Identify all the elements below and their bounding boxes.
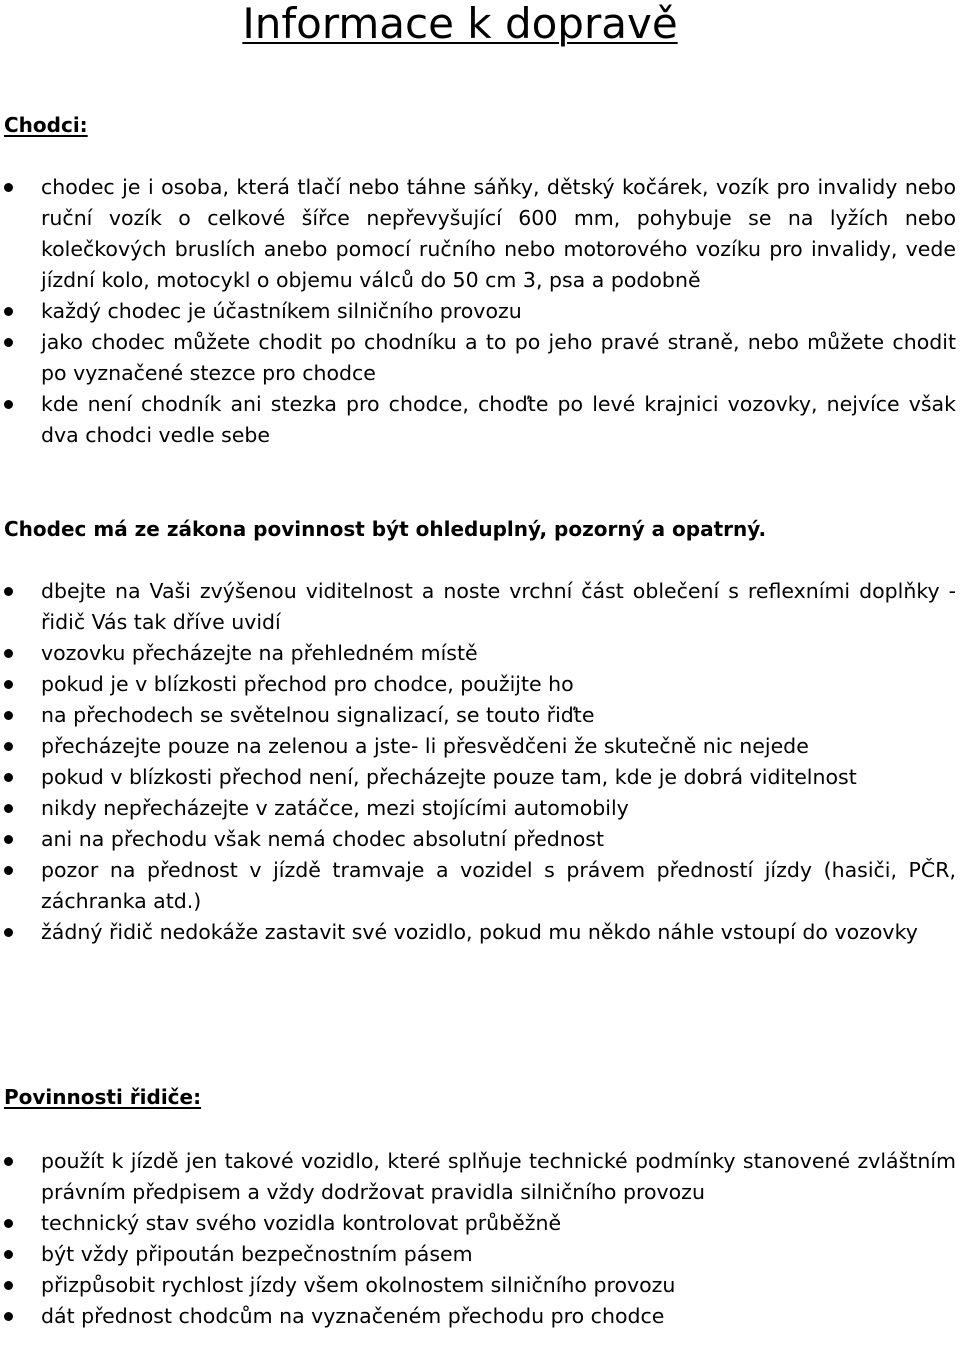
bullet-icon xyxy=(4,866,13,875)
list-item-text: přecházejte pouze na zelenou a jste- li přesvědčeni že skutečně nic nejede xyxy=(41,734,809,758)
list-item xyxy=(0,700,956,731)
bullet-icon xyxy=(4,742,13,751)
list-item xyxy=(0,1239,956,1270)
pedestrians-list xyxy=(0,172,956,451)
list-item-text: pozor na přednost v jízdě tramvaje a vozidel s právem předností jízdy (hasiči, PČR, záchranka atd.) xyxy=(41,858,956,913)
list-item-text: vozovku přecházejte na přehledném místě xyxy=(41,641,478,665)
bullet-icon xyxy=(4,1219,13,1228)
bullet-icon xyxy=(4,1157,13,1166)
list-item xyxy=(0,1301,956,1332)
list-item xyxy=(0,762,956,793)
list-item-text: dát přednost chodcům na vyznačeném přechodu pro chodce xyxy=(41,1304,665,1328)
list-item xyxy=(0,1270,956,1301)
list-item xyxy=(0,855,956,917)
list-item-text: na přechodech se světelnou signalizací, se touto řiďte xyxy=(41,703,595,727)
list-item-text: dbejte na Vaši zvýšenou viditelnost a noste vrchní část oblečení s reflexními doplňky - řidič Vás tak dříve uvidí xyxy=(41,579,956,634)
bullet-icon xyxy=(4,1312,13,1321)
list-item xyxy=(0,389,956,451)
list-item-text: jako chodec můžete chodit po chodníku a to po jeho pravé straně, nebo můžete chodit po vyznačené stezce pro chodce xyxy=(41,330,956,385)
bullet-icon xyxy=(4,773,13,782)
bullet-icon xyxy=(4,183,13,192)
list-item xyxy=(0,824,956,855)
list-item xyxy=(0,1146,956,1208)
pedestrian-advice-list xyxy=(0,576,956,948)
bullet-icon xyxy=(4,307,13,316)
list-item xyxy=(0,576,956,638)
driver-duties-list xyxy=(0,1146,956,1332)
list-item xyxy=(0,327,956,389)
list-item xyxy=(0,296,956,327)
list-item-text: žádný řidič nedokáže zastavit své vozidlo, pokud mu někdo náhle vstoupí do vozovky xyxy=(41,920,918,944)
list-item-text: nikdy nepřecházejte v zatáčce, mezi stojícími automobily xyxy=(41,796,629,820)
list-item-text: přizpůsobit rychlost jízdy všem okolnostem silničního provozu xyxy=(41,1273,676,1297)
bullet-icon xyxy=(4,1281,13,1290)
list-item xyxy=(0,793,956,824)
bullet-icon xyxy=(4,804,13,813)
list-item xyxy=(0,172,956,296)
section-heading-driver-duties: Povinnosti řidiče: xyxy=(4,1085,202,1109)
bullet-icon xyxy=(4,400,13,409)
bullet-icon xyxy=(4,649,13,658)
bullet-icon xyxy=(4,338,13,347)
list-item xyxy=(0,731,956,762)
bullet-icon xyxy=(4,835,13,844)
list-item-text: být vždy připoután bezpečnostním pásem xyxy=(41,1242,473,1266)
pedestrian-duty-statement: Chodec má ze zákona povinnost být ohleduplný, pozorný a opatrný. xyxy=(4,517,767,541)
list-item xyxy=(0,1208,956,1239)
list-item-text: každý chodec je účastníkem silničního provozu xyxy=(41,299,522,323)
bullet-icon xyxy=(4,587,13,596)
bullet-icon xyxy=(4,680,13,689)
page-title: Informace k dopravě xyxy=(242,0,678,48)
list-item-text: ani na přechodu však nemá chodec absolutní přednost xyxy=(41,827,604,851)
bullet-icon xyxy=(4,711,13,720)
list-item xyxy=(0,669,956,700)
list-item-text: pokud je v blízkosti přechod pro chodce, použijte ho xyxy=(41,672,574,696)
section-heading-chodci: Chodci: xyxy=(4,113,88,137)
list-item-text: použít k jízdě jen takové vozidlo, které splňuje technické podmínky stanovené zvláštním právním předpisem a vždy dodržovat pravidla silničního provozu xyxy=(41,1149,956,1204)
list-item xyxy=(0,638,956,669)
list-item xyxy=(0,917,956,948)
bullet-icon xyxy=(4,928,13,937)
list-item-text: pokud v blízkosti přechod není, přecházejte pouze tam, kde je dobrá viditelnost xyxy=(41,765,857,789)
list-item-text: technický stav svého vozidla kontrolovat průběžně xyxy=(41,1211,562,1235)
list-item-text: kde není chodník ani stezka pro chodce, choďte po levé krajnici vozovky, nejvíce však dva chodci vedle sebe xyxy=(41,392,956,447)
bullet-icon xyxy=(4,1250,13,1259)
list-item-text: chodec je i osoba, která tlačí nebo táhne sáňky, dětský kočárek, vozík pro invalidy nebo ruční vozík o celkové šířce nepřevyšující 600 mm, pohybuje se na lyžích nebo kolečkových bruslích anebo pomocí ručního nebo motorového vozíku pro invalidy, vede jízdní kolo, motocykl o objemu válců do 50 cm 3, psa a podobně xyxy=(41,175,956,292)
